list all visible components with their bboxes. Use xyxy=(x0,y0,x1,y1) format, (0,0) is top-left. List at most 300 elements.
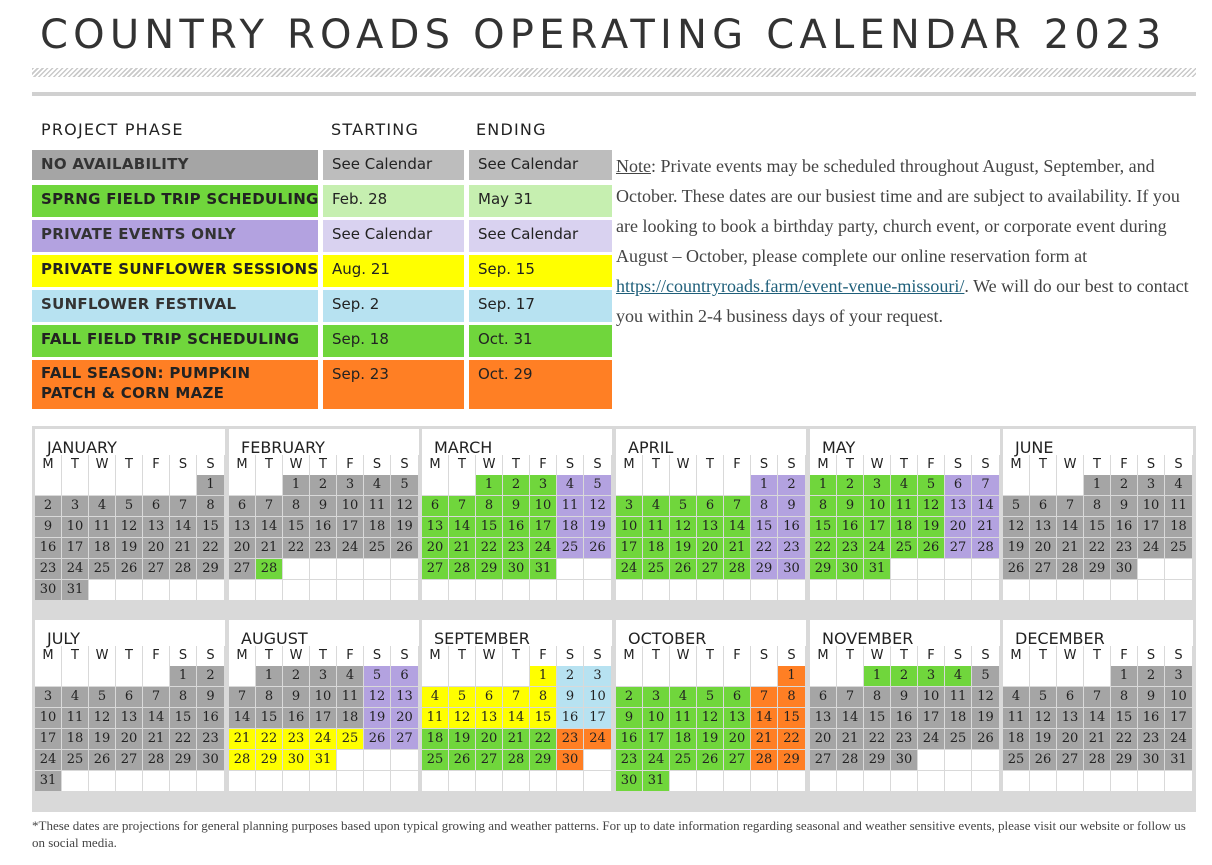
day-cell: 26 xyxy=(391,538,419,559)
week-row xyxy=(422,559,612,580)
empty-day-cell xyxy=(918,580,945,601)
day-cell: 27 xyxy=(724,750,751,771)
empty-day-cell xyxy=(283,559,310,580)
day-cell: 8 xyxy=(778,687,806,708)
day-cell: 11 xyxy=(422,708,449,729)
day-cell: 12 xyxy=(972,687,1000,708)
weekday-label: W xyxy=(670,646,697,666)
empty-day-cell xyxy=(449,771,476,792)
empty-day-cell xyxy=(778,580,806,601)
day-cell: 7 xyxy=(229,687,256,708)
weekday-label: M xyxy=(810,455,837,475)
empty-day-cell xyxy=(557,580,584,601)
weekday-label: S xyxy=(557,455,584,475)
empty-day-cell xyxy=(584,750,612,771)
empty-day-cell xyxy=(670,475,697,496)
day-cell: 23 xyxy=(1138,729,1165,750)
day-cell: 30 xyxy=(778,559,806,580)
empty-day-cell xyxy=(643,580,670,601)
weekday-header xyxy=(422,455,612,475)
empty-day-cell xyxy=(530,771,557,792)
day-cell: 3 xyxy=(918,666,945,687)
empty-day-cell xyxy=(891,580,918,601)
day-cell: 7 xyxy=(751,687,778,708)
day-cell: 12 xyxy=(1030,708,1057,729)
empty-day-cell xyxy=(1057,580,1084,601)
day-cell: 31 xyxy=(35,771,62,792)
day-cell: 28 xyxy=(724,559,751,580)
day-cell: 14 xyxy=(724,517,751,538)
day-cell: 17 xyxy=(918,708,945,729)
day-cell: 20 xyxy=(697,538,724,559)
week-row xyxy=(422,538,612,559)
week-row xyxy=(1003,666,1193,687)
week-row xyxy=(810,729,1000,750)
month-december xyxy=(1003,620,1193,792)
week-row xyxy=(229,708,419,729)
month-name: OCTOBER xyxy=(616,620,806,646)
day-cell: 15 xyxy=(751,517,778,538)
day-cell: 23 xyxy=(616,750,643,771)
empty-day-cell xyxy=(584,580,612,601)
day-cell: 25 xyxy=(337,729,364,750)
day-cell: 5 xyxy=(364,666,391,687)
day-cell: 24 xyxy=(1138,538,1165,559)
day-cell: 8 xyxy=(476,496,503,517)
day-cell: 22 xyxy=(283,538,310,559)
day-cell: 27 xyxy=(697,559,724,580)
day-cell: 15 xyxy=(778,708,806,729)
day-cell: 22 xyxy=(751,538,778,559)
empty-day-cell xyxy=(1084,666,1111,687)
week-row xyxy=(616,750,806,771)
day-cell: 21 xyxy=(229,729,256,750)
day-cell: 6 xyxy=(116,687,143,708)
day-cell: 13 xyxy=(422,517,449,538)
empty-day-cell xyxy=(62,666,89,687)
note-text: : Private events may be scheduled throughout August, September, and October. These dates are our busiest time and are subject to availability. If you are looking to book a birthday party, church event, or corporate event during August – October, please complete our online reservation form at xyxy=(616,156,1180,266)
empty-day-cell xyxy=(1030,475,1057,496)
empty-day-cell xyxy=(1111,771,1138,792)
weekday-label: F xyxy=(918,455,945,475)
day-cell: 17 xyxy=(864,517,891,538)
empty-day-cell xyxy=(89,475,116,496)
empty-day-cell xyxy=(449,580,476,601)
day-cell: 21 xyxy=(256,538,283,559)
day-cell: 7 xyxy=(170,496,197,517)
phase-name: NO AVAILABILITY xyxy=(32,150,318,180)
week-row xyxy=(35,729,225,750)
week-row xyxy=(35,771,225,792)
week-row xyxy=(810,750,1000,771)
empty-day-cell xyxy=(1003,666,1030,687)
week-row xyxy=(422,666,612,687)
day-cell: 9 xyxy=(1138,687,1165,708)
empty-day-cell xyxy=(1138,771,1165,792)
day-cell: 28 xyxy=(1084,750,1111,771)
day-cell: 9 xyxy=(616,708,643,729)
day-cell: 18 xyxy=(1165,517,1193,538)
empty-day-cell xyxy=(170,771,197,792)
day-cell: 25 xyxy=(364,538,391,559)
divider-line xyxy=(32,92,1196,96)
day-cell: 14 xyxy=(751,708,778,729)
empty-day-cell xyxy=(972,559,1000,580)
day-cell: 31 xyxy=(62,580,89,601)
empty-day-cell xyxy=(670,666,697,687)
empty-day-cell xyxy=(422,475,449,496)
phase-start-date: Sep. 2 xyxy=(323,290,464,322)
day-cell: 3 xyxy=(310,666,337,687)
day-cell: 2 xyxy=(891,666,918,687)
day-cell: 21 xyxy=(972,517,1000,538)
day-cell: 16 xyxy=(197,708,225,729)
day-cell: 14 xyxy=(449,517,476,538)
weekday-label: S xyxy=(584,646,612,666)
weekday-label: T xyxy=(1030,646,1057,666)
day-cell: 7 xyxy=(143,687,170,708)
empty-day-cell xyxy=(391,750,419,771)
phase-end-date: Sep. 17 xyxy=(469,290,612,322)
day-cell: 18 xyxy=(364,517,391,538)
day-cell: 3 xyxy=(530,475,557,496)
day-cell: 23 xyxy=(1111,538,1138,559)
day-cell: 30 xyxy=(503,559,530,580)
day-cell: 29 xyxy=(256,750,283,771)
weekday-label: S xyxy=(1165,646,1193,666)
week-row xyxy=(229,687,419,708)
day-cell: 15 xyxy=(1111,708,1138,729)
empty-day-cell xyxy=(143,666,170,687)
empty-day-cell xyxy=(337,580,364,601)
day-cell: 22 xyxy=(778,729,806,750)
empty-day-cell xyxy=(697,666,724,687)
empty-day-cell xyxy=(197,580,225,601)
empty-day-cell xyxy=(837,771,864,792)
day-cell: 4 xyxy=(422,687,449,708)
day-cell: 4 xyxy=(1165,475,1193,496)
day-cell: 16 xyxy=(283,708,310,729)
weekday-label: F xyxy=(918,646,945,666)
weekday-label: T xyxy=(837,455,864,475)
day-cell: 27 xyxy=(945,538,972,559)
day-cell: 6 xyxy=(476,687,503,708)
day-cell: 11 xyxy=(1165,496,1193,517)
day-cell: 18 xyxy=(422,729,449,750)
empty-day-cell xyxy=(778,771,806,792)
day-cell: 23 xyxy=(197,729,225,750)
day-cell: 6 xyxy=(810,687,837,708)
weekday-label: F xyxy=(724,455,751,475)
empty-day-cell xyxy=(422,666,449,687)
day-cell: 3 xyxy=(35,687,62,708)
empty-day-cell xyxy=(724,475,751,496)
day-cell: 28 xyxy=(229,750,256,771)
day-cell: 10 xyxy=(584,687,612,708)
phase-name: PRIVATE EVENTS ONLY xyxy=(32,220,318,252)
week-row xyxy=(422,496,612,517)
day-cell: 12 xyxy=(364,687,391,708)
phase-end-date: See Calendar xyxy=(469,150,612,180)
weekday-label: M xyxy=(229,646,256,666)
day-cell: 14 xyxy=(972,496,1000,517)
day-cell: 9 xyxy=(35,517,62,538)
day-cell: 1 xyxy=(751,475,778,496)
day-cell: 16 xyxy=(616,729,643,750)
day-cell: 13 xyxy=(476,708,503,729)
week-row xyxy=(810,708,1000,729)
day-cell: 2 xyxy=(616,687,643,708)
empty-day-cell xyxy=(116,475,143,496)
day-cell: 20 xyxy=(1030,538,1057,559)
day-cell: 24 xyxy=(1165,729,1193,750)
day-cell: 21 xyxy=(170,538,197,559)
day-cell: 20 xyxy=(810,729,837,750)
weekday-label: F xyxy=(1111,455,1138,475)
day-cell: 27 xyxy=(391,729,419,750)
week-row xyxy=(229,559,419,580)
day-cell: 8 xyxy=(751,496,778,517)
day-cell: 22 xyxy=(864,729,891,750)
empty-day-cell xyxy=(1138,580,1165,601)
weekday-label: T xyxy=(116,455,143,475)
weekday-label: T xyxy=(62,646,89,666)
weekday-label: W xyxy=(283,646,310,666)
day-cell: 24 xyxy=(35,750,62,771)
day-cell: 31 xyxy=(310,750,337,771)
day-cell: 17 xyxy=(1165,708,1193,729)
month-name: DECEMBER xyxy=(1003,620,1193,646)
weekday-label: T xyxy=(449,455,476,475)
day-cell: 27 xyxy=(810,750,837,771)
day-cell: 21 xyxy=(503,729,530,750)
weekday-label: T xyxy=(310,455,337,475)
day-cell: 17 xyxy=(310,708,337,729)
weekday-label: T xyxy=(643,646,670,666)
empty-day-cell xyxy=(89,771,116,792)
day-cell: 28 xyxy=(751,750,778,771)
weekday-label: T xyxy=(310,646,337,666)
week-row xyxy=(229,666,419,687)
weekday-label: T xyxy=(697,455,724,475)
weekday-label: S xyxy=(972,455,1000,475)
week-row xyxy=(35,750,225,771)
day-cell: 10 xyxy=(918,687,945,708)
empty-day-cell xyxy=(751,580,778,601)
day-cell: 23 xyxy=(891,729,918,750)
empty-day-cell xyxy=(143,475,170,496)
day-cell: 11 xyxy=(337,687,364,708)
empty-day-cell xyxy=(724,580,751,601)
day-cell: 2 xyxy=(778,475,806,496)
empty-day-cell xyxy=(616,580,643,601)
day-cell: 18 xyxy=(670,729,697,750)
weekday-label: T xyxy=(116,646,143,666)
empty-day-cell xyxy=(364,771,391,792)
day-cell: 15 xyxy=(476,517,503,538)
day-cell: 25 xyxy=(891,538,918,559)
empty-day-cell xyxy=(945,771,972,792)
day-cell: 3 xyxy=(337,475,364,496)
day-cell: 24 xyxy=(918,729,945,750)
month-april xyxy=(616,429,806,601)
weekday-label: W xyxy=(283,455,310,475)
phase-start-date: Feb. 28 xyxy=(323,185,464,217)
day-cell: 21 xyxy=(1084,729,1111,750)
day-cell: 28 xyxy=(503,750,530,771)
week-row xyxy=(616,496,806,517)
empty-day-cell xyxy=(724,666,751,687)
week-row xyxy=(229,771,419,792)
weekday-header xyxy=(616,646,806,666)
empty-day-cell xyxy=(422,771,449,792)
day-cell: 28 xyxy=(837,750,864,771)
day-cell: 24 xyxy=(62,559,89,580)
phase-name: SPRNG FIELD TRIP SCHEDULING xyxy=(32,185,318,217)
weekday-label: S xyxy=(1165,455,1193,475)
day-cell: 5 xyxy=(449,687,476,708)
month-july xyxy=(35,620,225,792)
day-cell: 23 xyxy=(283,729,310,750)
day-cell: 1 xyxy=(810,475,837,496)
empty-day-cell xyxy=(310,580,337,601)
empty-day-cell xyxy=(391,559,419,580)
week-row xyxy=(35,559,225,580)
weekday-label: M xyxy=(422,646,449,666)
empty-day-cell xyxy=(364,750,391,771)
week-row xyxy=(810,559,1000,580)
week-row xyxy=(229,729,419,750)
week-row xyxy=(229,475,419,496)
empty-day-cell xyxy=(1111,580,1138,601)
day-cell: 27 xyxy=(422,559,449,580)
empty-day-cell xyxy=(1165,580,1193,601)
day-cell: 4 xyxy=(945,666,972,687)
empty-day-cell xyxy=(1165,771,1193,792)
empty-day-cell xyxy=(972,771,1000,792)
day-cell: 10 xyxy=(35,708,62,729)
day-cell: 20 xyxy=(945,517,972,538)
empty-day-cell xyxy=(197,771,225,792)
day-cell: 23 xyxy=(557,729,584,750)
empty-day-cell xyxy=(364,559,391,580)
empty-day-cell xyxy=(62,475,89,496)
day-cell: 7 xyxy=(503,687,530,708)
week-row xyxy=(35,580,225,601)
day-cell: 28 xyxy=(1057,559,1084,580)
day-cell: 4 xyxy=(1003,687,1030,708)
weekday-label: S xyxy=(170,646,197,666)
day-cell: 19 xyxy=(449,729,476,750)
day-cell: 1 xyxy=(197,475,225,496)
day-cell: 31 xyxy=(1165,750,1193,771)
day-cell: 9 xyxy=(557,687,584,708)
day-cell: 13 xyxy=(697,517,724,538)
day-cell: 15 xyxy=(810,517,837,538)
day-cell: 13 xyxy=(391,687,419,708)
day-cell: 12 xyxy=(391,496,419,517)
empty-day-cell xyxy=(751,771,778,792)
week-row xyxy=(35,687,225,708)
day-cell: 3 xyxy=(1165,666,1193,687)
empty-day-cell xyxy=(503,771,530,792)
day-cell: 14 xyxy=(170,517,197,538)
day-cell: 21 xyxy=(1057,538,1084,559)
weekday-header xyxy=(422,646,612,666)
empty-day-cell xyxy=(449,475,476,496)
empty-day-cell xyxy=(310,771,337,792)
empty-day-cell xyxy=(229,666,256,687)
day-cell: 17 xyxy=(35,729,62,750)
day-cell: 8 xyxy=(256,687,283,708)
week-row xyxy=(35,666,225,687)
reservation-link[interactable]: https://countryroads.farm/event-venue-missouri/ xyxy=(616,276,965,296)
day-cell: 4 xyxy=(670,687,697,708)
week-row xyxy=(616,517,806,538)
weekday-label: M xyxy=(35,455,62,475)
month-name: FEBRUARY xyxy=(229,429,419,455)
phase-end-date: Oct. 29 xyxy=(469,360,612,409)
day-cell: 3 xyxy=(62,496,89,517)
empty-day-cell xyxy=(170,580,197,601)
week-row xyxy=(1003,771,1193,792)
week-row xyxy=(1003,729,1193,750)
day-cell: 29 xyxy=(170,750,197,771)
day-cell: 17 xyxy=(643,729,670,750)
day-cell: 29 xyxy=(197,559,225,580)
weekday-label: T xyxy=(62,455,89,475)
ending-header: ENDING xyxy=(476,120,547,139)
day-cell: 29 xyxy=(530,750,557,771)
week-row xyxy=(422,771,612,792)
day-cell: 10 xyxy=(616,517,643,538)
weekday-label: T xyxy=(256,646,283,666)
weekday-header xyxy=(810,646,1000,666)
day-cell: 9 xyxy=(837,496,864,517)
empty-day-cell xyxy=(503,580,530,601)
day-cell: 18 xyxy=(945,708,972,729)
day-cell: 25 xyxy=(670,750,697,771)
weekday-label: M xyxy=(1003,455,1030,475)
empty-day-cell xyxy=(557,559,584,580)
day-cell: 11 xyxy=(1003,708,1030,729)
month-name: JANUARY xyxy=(35,429,225,455)
week-row xyxy=(422,517,612,538)
day-cell: 14 xyxy=(256,517,283,538)
empty-day-cell xyxy=(1003,475,1030,496)
weekday-label: S xyxy=(945,646,972,666)
day-cell: 27 xyxy=(1030,559,1057,580)
day-cell: 8 xyxy=(1084,496,1111,517)
weekday-label: M xyxy=(616,646,643,666)
month-name: JUNE xyxy=(1003,429,1193,455)
day-cell: 6 xyxy=(697,496,724,517)
day-cell: 25 xyxy=(422,750,449,771)
weekday-label: W xyxy=(476,455,503,475)
week-row xyxy=(1003,750,1193,771)
weekday-label: W xyxy=(1057,646,1084,666)
empty-day-cell xyxy=(1030,771,1057,792)
weekday-label: S xyxy=(170,455,197,475)
empty-day-cell xyxy=(1084,580,1111,601)
weekday-label: F xyxy=(143,646,170,666)
week-row xyxy=(229,750,419,771)
day-cell: 17 xyxy=(337,517,364,538)
weekday-label: M xyxy=(422,455,449,475)
day-cell: 19 xyxy=(116,538,143,559)
day-cell: 14 xyxy=(229,708,256,729)
empty-day-cell xyxy=(143,580,170,601)
